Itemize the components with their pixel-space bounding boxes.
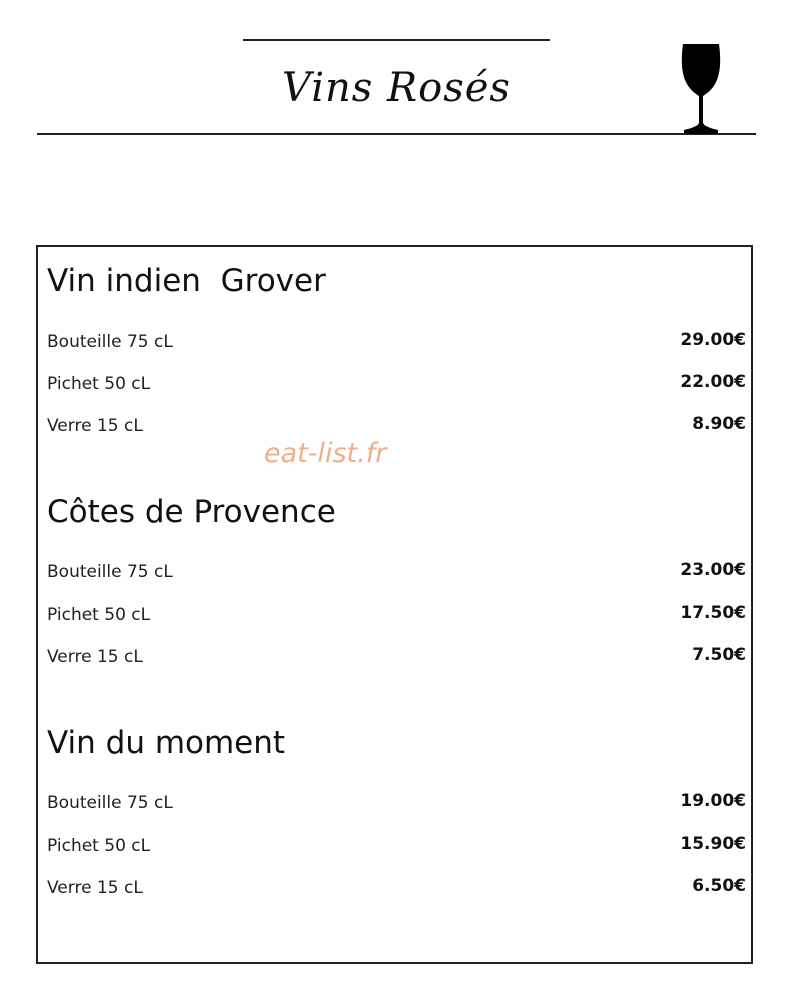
list-item bbox=[47, 833, 746, 859]
menu-box bbox=[36, 245, 753, 964]
item-label: Pichet 50 cL bbox=[47, 836, 151, 856]
item-price: 29.00€ bbox=[680, 330, 746, 350]
list-item bbox=[47, 559, 746, 585]
list-item bbox=[47, 329, 746, 355]
item-label: Pichet 50 cL bbox=[47, 605, 151, 625]
page-title: Vins Rosés bbox=[282, 65, 511, 111]
section-title: Vin du moment bbox=[47, 725, 286, 761]
item-price: 15.90€ bbox=[680, 834, 746, 854]
item-label: Verre 15 cL bbox=[47, 647, 143, 667]
item-label: Bouteille 75 cL bbox=[47, 793, 173, 813]
header-bottom-rule bbox=[37, 133, 756, 135]
item-label: Bouteille 75 cL bbox=[47, 332, 173, 352]
header-top-rule bbox=[243, 39, 550, 41]
list-item bbox=[47, 371, 746, 397]
list-item bbox=[47, 602, 746, 628]
list-item bbox=[47, 790, 746, 816]
item-label: Verre 15 cL bbox=[47, 416, 143, 436]
list-item bbox=[47, 875, 746, 901]
item-price: 17.50€ bbox=[680, 603, 746, 623]
watermark: eat-list.fr bbox=[264, 438, 387, 469]
item-price: 22.00€ bbox=[680, 372, 746, 392]
section-title: Côtes de Provence bbox=[47, 494, 336, 530]
item-label: Verre 15 cL bbox=[47, 878, 143, 898]
item-price: 19.00€ bbox=[680, 791, 746, 811]
section-title: Vin indien Grover bbox=[47, 263, 326, 299]
item-label: Pichet 50 cL bbox=[47, 374, 151, 394]
item-price: 23.00€ bbox=[680, 560, 746, 580]
item-label: Bouteille 75 cL bbox=[47, 562, 173, 582]
list-item bbox=[47, 644, 746, 670]
item-price: 6.50€ bbox=[692, 876, 746, 896]
list-item bbox=[47, 413, 746, 439]
wine-glass-icon bbox=[680, 44, 722, 136]
item-price: 7.50€ bbox=[692, 645, 746, 665]
item-price: 8.90€ bbox=[692, 414, 746, 434]
